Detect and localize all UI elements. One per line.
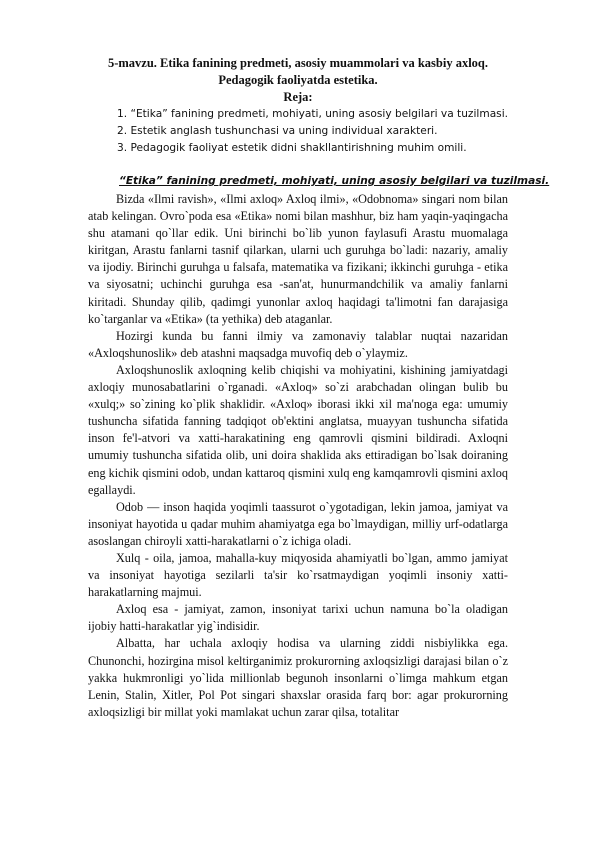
paragraph: Albatta, har uchala axloqiy hodisa va ularning ziddi nisbiylikka ega. Chunonchi, hozirgina misol keltirganimiz prokurorning axloqsizligi darajasi bilan o`z yakka hukmronligi yo`lida millionlab begunoh insonlarni o`limga mahkum etgan Lenin, Stalin, Xitler, Pol Pot singari shaxslar orasida farq bor: agar prokurorning axloqsizligi bir millat yoki mamlakat uchun zarar qilsa, totalitar	[88, 636, 508, 719]
paragraph: Bizda «Ilmi ravish», «Ilmi axloq» Axloq ilmi», «Odobnoma» singari nom bilan atab kelingan. Ovro`poda esa «Etika» nomi bilan mashhur, biz ham yaqin-yaqingacha shu atamani qo`llar edik. Uni birinchi bo`lib yunon faylasufi Arastu muomalaga kiritgan, Arastu fanlarni tasnif qilarkan, ularni uch guruhga bo`ladi: nazariy, amaliy va ijodiy. Birinchi guruhga u falsafa, matematika va fizikani; ikkinchi guruhga - etika va siyosatni; uchinchi guruhga esa -san'at, hunurmandchilik va amaliy fanlarni kiritadi. Shunday qilib, qadimgi yunonlar axloq haqidagi ta'limotni fan darajasiga ko`targanlar va «Etika» (ta yethika) deb ataganlar.	[88, 192, 508, 326]
plan-item: 2. Estetik anglash tushunchasi va uning individual xarakteri.	[117, 125, 438, 137]
body-text	[88, 191, 508, 721]
paragraph: Xulq - oila, jamoa, mahalla-kuy miqyosida ahamiyatli bo`lgan, ammo jamiyat va insoniyat hayotiga sezilarli ta'sir ko`rsatmaydigan yoqimli insoniy xatti-harakatlarning majmui.	[88, 550, 508, 600]
page-title: 5-mavzu. Etika fanining predmeti, asosiy muammolari va kasbiy axloq.	[107, 56, 488, 70]
plan-item: 1. “Etika” fanining predmeti, mohiyati, uning asosiy belgilari va tuzilmasi.	[117, 108, 509, 120]
plan-item: 3. Pedagogik faoliyat estetik didni shakllantirishning muhim omili.	[117, 142, 467, 154]
paragraph: Axloq esa - jamiyat, zamon, insoniyat tarixi uchun namuna bo`la oladigan ijobiy hatti-harakatlar yig`indisidir.	[88, 602, 508, 634]
section-heading: “Etika” fanining predmeti, mohiyati, uning asosiy belgilari va tuzilmasi.	[119, 175, 550, 187]
paragraph: Axloqshunoslik axloqning kelib chiqishi va mohiyatini, kishining jamiyatdagi axloqiy munosabatlarini o`rganadi. «Axloq» so`zi arabchadan olingan bulib bu «xulq;» so`zining ko`plik shaklidir. «Axloq» iborasi ikki xil ma'noga ega: umumiy tushuncha sifatida fanning tadqiqot ob'ektini anglatsa, muayyan tushuncha sifatida inson fe'l-atvori va xatti-harakatining eng qamrovli qismini bildiradi. Axloqni umumiy tushuncha sifatida olib, uni doira shaklida aks ettiradigan bo`lsak doiraning eng kichik qismini odob, undan kattaroq qismini xulq eng kamqamrovli qismini axloq egallaydi.	[88, 362, 508, 497]
plan-list	[117, 106, 508, 157]
paragraph: Hozirgi kunda bu fanni ilmiy va zamonaviy talablar nuqtai nazaridan «Axloqshunoslik» deb atashni maqsadga muvofiq deb o`ylaymiz.	[88, 328, 508, 360]
page-subtitle: Pedagogik faoliyatda estetika.	[218, 73, 378, 87]
plan-label: Reja:	[283, 90, 313, 104]
paragraph: Odob — inson haqida yoqimli taassurot o`ygotadigan, lekin jamoa, jamiyat va insoniyat hayotida u qadar muhim ahamiyatga ega bo`lmaydigan, milliy urf-odatlarga asoslangan chiroyli xatti-harakatlarni o`z ichiga oladi.	[88, 499, 508, 548]
